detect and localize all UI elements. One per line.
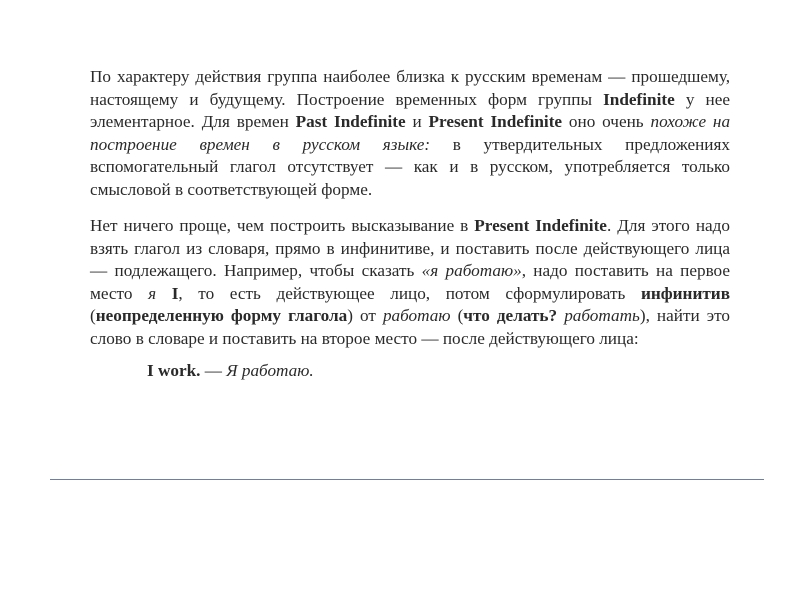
p1-text-3: и xyxy=(405,112,429,131)
p2-text-4 xyxy=(156,284,172,303)
p1-term-past-indefinite: Past Indefinite xyxy=(295,112,406,131)
p2-text-3: , надо поставить на первое место xyxy=(90,261,730,303)
p2-italic-rabotayu: работаю xyxy=(382,306,451,325)
p2-text-8: ( xyxy=(450,306,464,325)
p1-term-indefinite: Indefinite xyxy=(603,89,675,109)
p2-term-present-indefinite: Present Indefinite xyxy=(474,216,607,235)
p2-term-indefinite-form: неопределенную форму глагола xyxy=(95,306,348,325)
p2-term-infinitive: инфинитив xyxy=(640,283,730,303)
p2-text-1: Нет ничего проще, чем построить высказывание в xyxy=(90,216,475,235)
bottom-divider xyxy=(50,479,764,480)
p1-term-present-indefinite: Present Indefinite xyxy=(428,112,563,131)
paragraph-2 xyxy=(90,215,730,350)
p1-italic-phrase: похоже на построение времен в русском языке: xyxy=(90,112,731,154)
p2-text-7: ) от xyxy=(347,306,383,325)
p2-italic-ya: я xyxy=(148,283,157,303)
p2-italic-rabotat: работать xyxy=(564,306,640,325)
p1-text-2: у нее элементарное. Для времен xyxy=(90,89,730,131)
p2-term-chto-delat: что делать? xyxy=(463,306,558,325)
example-russian: Я работаю. xyxy=(226,361,314,380)
p1-text-4: оно очень xyxy=(562,112,651,131)
paragraph-1 xyxy=(90,66,730,201)
document-page xyxy=(90,66,730,382)
p2-text-10: ), найти это слово в словаре и поставить на второе место — после действующего лица: xyxy=(90,306,730,348)
p2-italic-quote: «я работаю» xyxy=(421,261,522,280)
p2-term-i: I xyxy=(171,283,179,303)
example-line xyxy=(147,360,730,382)
p1-text-1: По характеру действия группа наиболее близка к русским временам — прошедшему, настоящему и будущему. Построение временных форм группы xyxy=(90,67,730,109)
p2-text-6: ( xyxy=(90,306,96,325)
example-dash: — xyxy=(200,361,227,380)
p2-text-2: . Для этого надо взять глагол из словаря, прямо в инфинитиве, и поставить после действующего лица — подлежащего. Например, чтобы сказать xyxy=(90,216,731,280)
p2-text-5: , то есть действующее лицо, потом сформулировать xyxy=(178,283,641,303)
p1-text-5: в утвердительных предложениях вспомогательный глагол отсутствует — как и в русском, употребляется только смысловой в соответствующей форме. xyxy=(90,134,730,199)
example-english: I work. xyxy=(147,361,201,380)
